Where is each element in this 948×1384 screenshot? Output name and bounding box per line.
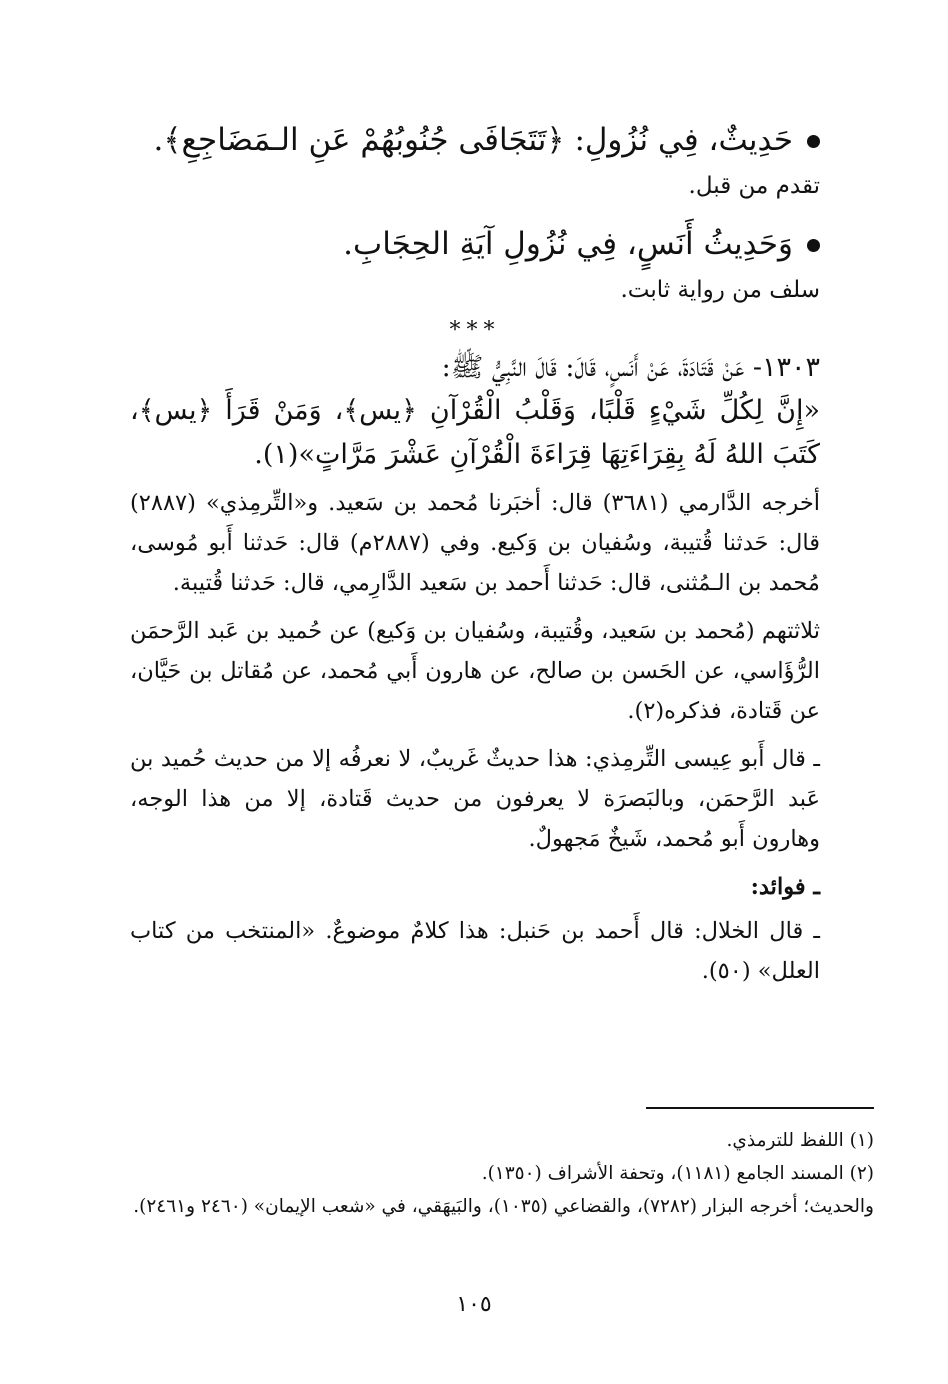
footnote: والحديث؛ أخرجه البزار (٧٢٨٢)، والقضاعي (١٠٣٥)، والبَيهَقي، في «شعب الإيمان» (٢٤٦٠ و٢٤٦١). — [133, 1196, 874, 1217]
bullet-dot-icon — [807, 239, 820, 252]
hadith-text: «إِنَّ لِكُلِّ شَيْءٍ قَلْبًا، وَقَلْبُ الْقُرْآنِ ﴿يس﴾، وَمَنْ قَرَأَ ﴿يس﴾، كَتَبَ اللهُ لَهُ بِقِرَاءَتِهَا قِرَاءَةَ الْقُرْآنِ عَشْرَ مَرَّاتٍ»(١). — [130, 395, 820, 470]
bullet-item — [130, 118, 820, 162]
page-number: ١٠٥ — [456, 1292, 492, 1317]
footnote: (٢) المسند الجامع (١١٨١)، وتحفة الأشراف (١٣٥٠). — [481, 1163, 874, 1184]
bullet-dot-icon — [807, 135, 820, 148]
hadith-header: ١٣٠٣- عَنْ قَتَادَةَ، عَنْ أَنَسٍ، قَالَ: قَالَ النَّبِيُّ ﷺ: — [441, 352, 820, 383]
bullet-text: حَدِيثٌ، فِي نُزُولِ: ﴿تَتَجَافَى جُنُوبُهُمْ عَنِ الـمَضَاجِعِ﴾. — [153, 122, 793, 158]
bullet-item — [130, 222, 820, 266]
takhrij-paragraph: أخرجه الدَّارمي (٣٦٨١) قال: أخبَرنا مُحمد بن سَعيد. و«التِّرمِذي» (٢٨٨٧) قال: حَدثنا قُتيبة، وسُفيان بن وَكيع. وفي (٢٨٨٧م) قال: حَدثنا أَبو مُوسى، مُحمد بن الـمُثنى، قال: حَدثنا أَحمد بن سَعيد الدَّارِمي، قال: حَدثنا قُتيبة. — [130, 490, 820, 596]
footnote-divider — [646, 1107, 874, 1109]
benefit-paragraph: ـ قال الخلال: قال أَحمد بن حَنبل: هذا كلامٌ موضوعٌ. «المنتخب من كتاب العلل» (٥٠). — [130, 918, 820, 984]
footnotes — [130, 1124, 874, 1223]
tirmidhi-comment: ـ قال أَبو عِيسى التِّرمِذي: هذا حديثٌ غَريبٌ، لا نعرفُه إلا من حديث حُميد بن عَبد الرَّحمَن، وبالبَصرَة لا يعرفون من حديث قَتادة، إلا من هذا الوجه، وهارون أَبو مُحمد، شَيخٌ مَجهولٌ. — [130, 746, 820, 852]
section-separator: *** — [449, 318, 501, 343]
bullet-note: سلف من رواية ثابت. — [620, 277, 820, 303]
page-body — [130, 100, 820, 999]
bullet-note: تقدم من قبل. — [688, 173, 820, 199]
chain-paragraph: ثلاثتهم (مُحمد بن سَعيد، وقُتيبة، وسُفيان بن وَكيع) عن حُميد بن عَبد الرَّحمَن الرُّؤَاسي، عن الحَسن بن صالح، عن هارون أَبي مُحمد، عن مُقاتل بن حَيَّان، عن قَتادة، فذكره(٢). — [130, 618, 820, 724]
bullet-text: وَحَدِيثُ أَنَسٍ، فِي نُزُولِ آيَةِ الحِجَابِ. — [343, 226, 793, 262]
benefits-heading: ـ فوائد: — [750, 874, 820, 900]
footnote: (١) اللفظ للترمذي. — [726, 1130, 874, 1151]
